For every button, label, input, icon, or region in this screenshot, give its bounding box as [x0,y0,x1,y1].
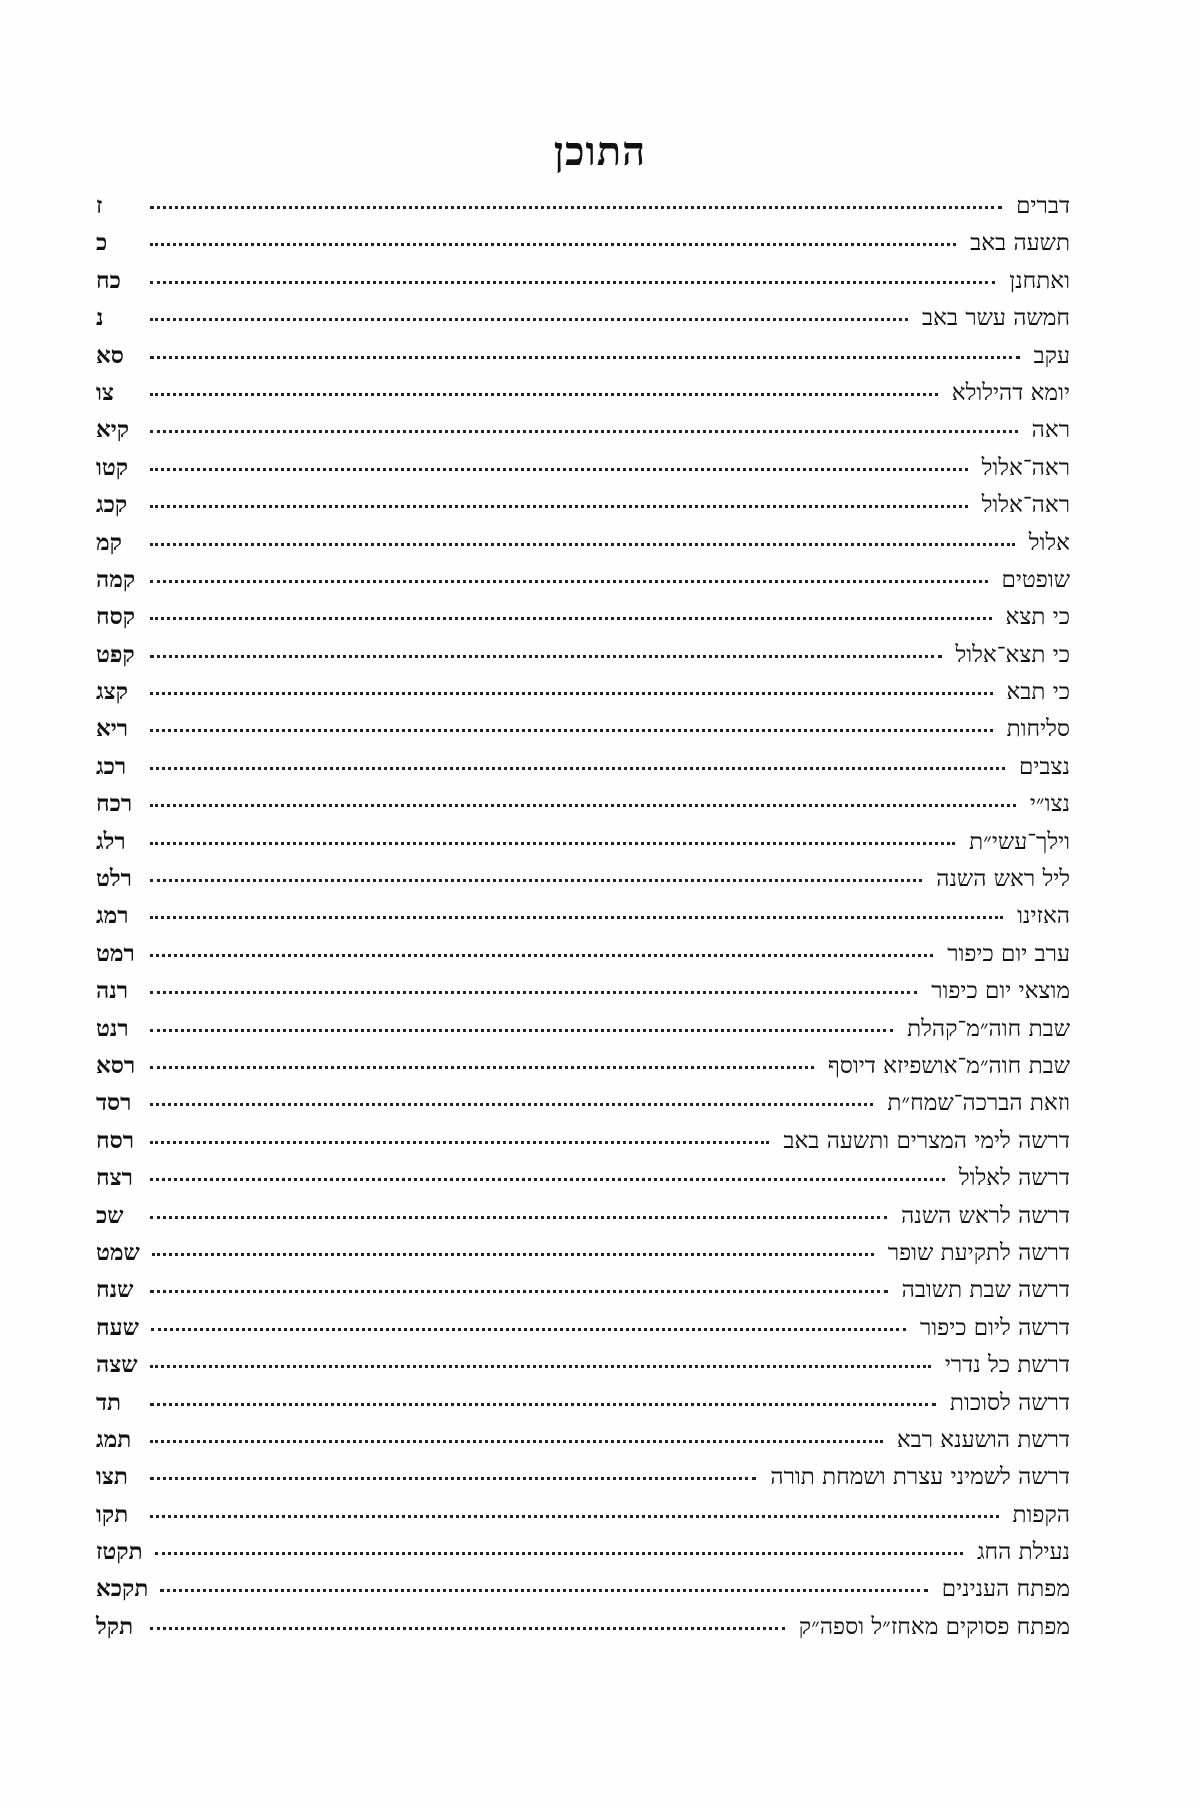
toc-entry-title: מפתח הענינים [941,1576,1070,1603]
toc-entry-page-number: רסד [96,1089,132,1117]
toc-entry [96,1389,1070,1426]
dot-leader [150,954,933,957]
page-title: התוכן [553,128,647,175]
toc-entry [96,1164,1070,1201]
dot-leader [150,655,942,658]
toc-entry-page-number: שכ [96,1201,124,1229]
dot-leader [150,1141,769,1144]
dot-leader [150,243,956,246]
toc-entry [96,1613,1070,1650]
toc-entry-page-number: תקטז [96,1538,143,1566]
dot-leader [150,1365,931,1368]
toc-entry [96,828,1070,865]
toc-entry-page-number: ריא [96,715,129,743]
toc-entry [96,1426,1070,1463]
dot-leader [150,804,1016,807]
toc-entry-page-number: קכג [96,491,128,519]
toc-entry-page-number: קמ [96,528,122,556]
toc-entry [96,1314,1070,1351]
toc-entry-title: ראה [1031,417,1070,444]
toc-entry-title: מוצאי יום כיפור [931,978,1070,1005]
toc-entry-page-number: סא [96,341,124,369]
toc-entry-page-number: שמט [96,1238,140,1266]
dot-leader [150,1290,888,1293]
dot-leader [150,1627,785,1630]
toc-entry [96,1239,1070,1276]
toc-entry-page-number: רמט [96,939,135,967]
toc-entry-title: שופטים [1001,566,1070,593]
toc-entry [96,902,1070,939]
toc-entry-page-number: רלג [96,827,126,855]
toc-entry-title: נצבים [1019,753,1070,780]
dot-leader [150,468,968,471]
toc-entry-title: דרשה לשמיני עצרת ושמחת תורה [770,1464,1070,1491]
toc-entry [96,940,1070,977]
toc-entry-title: הקפות [1012,1501,1070,1528]
toc-entry [96,1015,1070,1052]
dot-leader [155,1552,963,1555]
toc-entry [96,1202,1070,1239]
toc-entry-title: נעילת החג [976,1539,1070,1566]
toc-entry-title: ראה־אלול [981,454,1070,481]
toc-entry [96,267,1070,304]
toc-entry [96,1089,1070,1126]
toc-entry-page-number: קפט [96,640,135,668]
toc-entry-title: ראה־אלול [981,492,1070,519]
toc-entry-page-number: קסח [96,603,136,631]
dot-leader [150,430,1018,433]
toc-entry [96,865,1070,902]
toc-entry-title: ליל ראש השנה [936,866,1070,893]
toc-entry [96,192,1070,229]
toc-entry [96,379,1070,416]
toc-entry-page-number: קצג [96,678,128,706]
toc-entry [96,1127,1070,1164]
toc-entry-page-number: ז [96,192,103,219]
table-of-contents [96,192,1070,1650]
dot-leader [150,206,1002,209]
toc-entry-title: דרשה ליום כיפור [919,1314,1070,1341]
toc-entry [96,342,1070,379]
dot-leader [160,1589,927,1592]
toc-entry-title: וילך־עשי״ת [969,828,1070,855]
toc-entry [96,416,1070,453]
toc-entry-title: כי תבא [1006,679,1070,706]
toc-entry-title: האזינו [1017,903,1070,930]
toc-entry [96,1052,1070,1089]
toc-entry [96,1575,1070,1612]
dot-leader [150,991,917,994]
toc-entry [96,1538,1070,1575]
toc-entry-page-number: רמג [96,902,129,930]
toc-entry-page-number: נ [96,304,104,332]
toc-entry-title: חמשה עשר באב [922,305,1070,332]
toc-entry-title: כי תצא [1005,604,1070,631]
toc-entry-title: דרשת הושענא רבא [896,1426,1070,1453]
toc-entry-page-number: תצו [96,1463,128,1491]
toc-entry-page-number: תקכא [96,1575,149,1603]
toc-entry-page-number: רסא [96,1051,136,1079]
toc-entry-title: יומא דהילולא [951,379,1070,406]
toc-entry [96,603,1070,640]
dot-leader [150,1440,883,1443]
dot-leader [151,1328,906,1331]
toc-entry-page-number: רסח [96,1126,134,1154]
toc-entry [96,229,1070,266]
toc-entry-page-number: שעח [96,1313,139,1341]
toc-entry-page-number: רנה [96,977,129,1005]
toc-entry [96,1351,1070,1388]
toc-entry-title: שבת חוה״מ־קהלת [907,1015,1070,1042]
dot-leader [150,505,968,508]
toc-entry-title: דרשה שבת תשובה [901,1277,1070,1304]
toc-entry [96,977,1070,1014]
dot-leader [150,617,992,620]
toc-entry-title: כי תצא־אלול [955,641,1070,668]
toc-entry-page-number: רכג [96,752,127,780]
dot-leader [150,1178,945,1181]
toc-entry-page-number: קיא [96,416,130,444]
toc-entry [96,715,1070,752]
dot-leader [150,356,1020,359]
toc-entry-page-number: שנח [96,1276,134,1304]
toc-entry-title: נצו״י [1029,791,1070,818]
toc-entry-title: דרשה לסוכות [949,1389,1070,1416]
toc-entry-page-number: תד [96,1388,122,1416]
toc-entry [96,1501,1070,1538]
toc-entry-title: דרשה לתקיעת שופר [887,1239,1070,1266]
toc-entry-page-number: רלט [96,865,132,893]
dot-leader [150,580,988,583]
toc-entry-title: דרשה לאלול [958,1165,1070,1192]
toc-entry-page-number: תמג [96,1425,132,1453]
toc-entry-page-number: צו [96,378,114,406]
toc-entry-page-number: שצה [96,1351,138,1379]
toc-entry-title: סליחות [1006,716,1070,743]
dot-leader [150,842,955,845]
toc-entry-page-number: תקו [96,1500,129,1528]
toc-entry [96,454,1070,491]
toc-entry [96,641,1070,678]
dot-leader [150,1029,893,1032]
dot-leader [150,281,995,284]
toc-entry-page-number: קטו [96,453,129,481]
toc-entry-page-number: כ [96,229,108,257]
dot-leader [150,318,908,321]
dot-leader [152,1253,874,1256]
toc-entry-title: ואתחנן [1009,267,1070,294]
toc-entry-title: דרשת כל נדרי [944,1352,1070,1379]
toc-entry-page-number: רכח [96,790,133,818]
toc-entry [96,1463,1070,1500]
dot-leader [150,1515,999,1518]
toc-entry-title: אלול [1028,529,1070,556]
toc-entry-page-number: כח [96,266,121,294]
toc-entry-page-number: רנט [96,1014,129,1042]
dot-leader [150,729,993,732]
toc-entry [96,491,1070,528]
toc-entry [96,753,1070,790]
dot-leader [150,916,1003,919]
toc-entry [96,529,1070,566]
toc-entry-title: ערב יום כיפור [947,940,1070,967]
toc-entry [96,566,1070,603]
toc-entry-title: מפתח פסוקים מאחז״ל וספה״ק [798,1613,1070,1640]
dot-leader [150,393,938,396]
dot-leader [150,879,922,882]
dot-leader [150,1477,756,1480]
toc-entry-title: שבת חוה״מ־אושפיזא דיוסף [827,1052,1070,1079]
toc-entry [96,1276,1070,1313]
toc-entry-title: תשעה באב [970,230,1070,257]
dot-leader [150,1216,887,1219]
toc-entry-page-number: רצח [96,1164,133,1192]
dot-leader [150,543,1015,546]
dot-leader [150,1066,814,1069]
toc-entry-page-number: תקל [96,1612,134,1640]
toc-entry-title: דברים [1016,193,1070,219]
toc-entry-title: עקב [1033,342,1070,369]
dot-leader [150,1403,936,1406]
toc-entry-title: דרשה לימי המצרים ותשעה באב [783,1127,1070,1154]
toc-entry-title: וזאת הברכה־שמח״ת [887,1090,1070,1117]
dot-leader [150,1103,873,1106]
toc-entry [96,790,1070,827]
toc-entry-title: דרשה לראש השנה [901,1202,1070,1229]
toc-entry [96,304,1070,341]
toc-entry-page-number: קמה [96,565,136,593]
dot-leader [150,767,1005,770]
dot-leader [150,692,993,695]
toc-entry [96,678,1070,715]
